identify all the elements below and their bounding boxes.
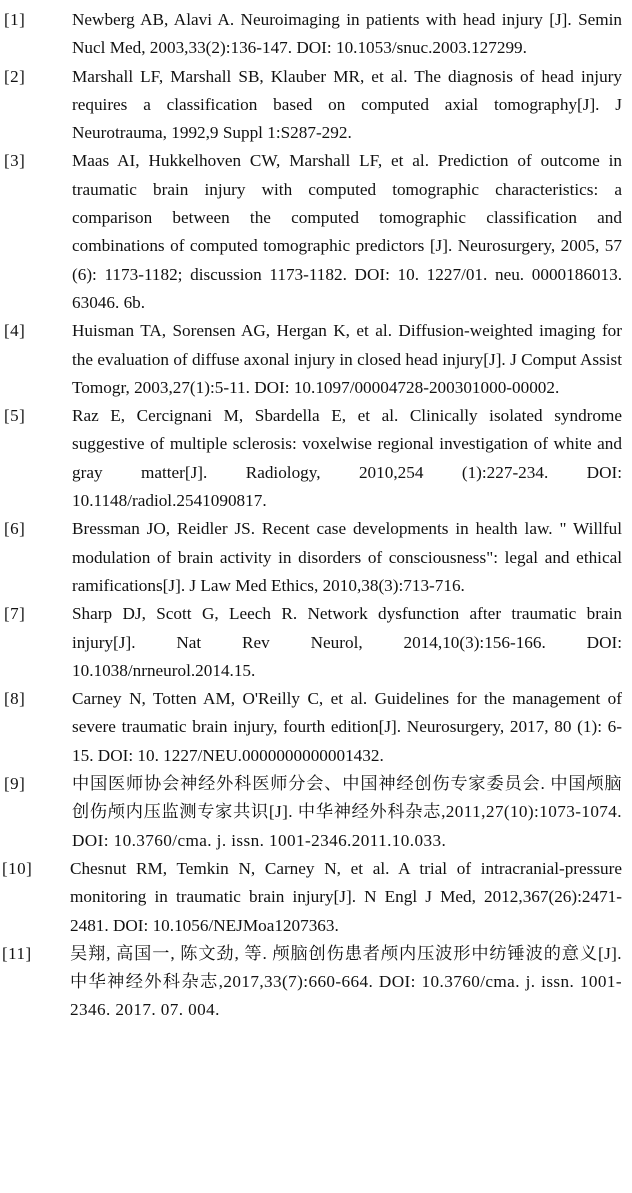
- reference-text: 吴翔, 高国一, 陈文劲, 等. 颅脑创伤患者颅内压波形中纺锤波的意义[J]. 中华神经外科杂志,2017,33(7):660-664. DOI: 10.3760/cma. j. issn. 1001-2346. 2017. 07. 004.: [70, 943, 622, 1020]
- reference-number: [4]: [4, 321, 26, 341]
- reference-text: Bressman JO, Reidler JS. Recent case developments in health law. " Willful modulation of brain activity in disorders of consciousness": legal and ethical ramifications[J]. J Law Med Ethics, 2010,38(3):713-716.: [72, 519, 622, 595]
- reference-number: [9]: [4, 774, 26, 794]
- reference-number: [10]: [2, 858, 33, 878]
- reference-item-3: [4, 147, 622, 317]
- reference-number: [11]: [2, 943, 32, 963]
- reference-text: Huisman TA, Sorensen AG, Hergan K, et al. Diffusion-weighted imaging for the evaluation of diffuse axonal injury in closed head injury[J]. J Comput Assist Tomogr, 2003,27(1):5-11. DOI: 10.1097/00004728-200301000-00002.: [72, 321, 622, 397]
- reference-number: [1]: [4, 10, 26, 29]
- reference-text: Carney N, Totten AM, O'Reilly C, et al. Guidelines for the management of severe traumatic brain injury, fourth edition[J]. Neurosurgery, 2017, 80 (1): 6-15. DOI: 10. 1227/NEU.0000000000001432.: [72, 689, 622, 765]
- reference-number: [6]: [4, 519, 26, 539]
- reference-text: Maas AI, Hukkelhoven CW, Marshall LF, et al. Prediction of outcome in traumatic brain injury with computed tomographic characteristics: a comparison between the computed tomographic classification and combinations of computed tomographic predictors [J]. Neurosurgery, 2005, 57 (6): 1173-1182; discussion 1173-1182. DOI: 10. 1227/01. neu. 0000186013. 63046. 6b.: [72, 151, 622, 312]
- reference-text: Newberg AB, Alavi A. Neuroimaging in patients with head injury [J]. Semin Nucl Med, 2003,33(2):136-147. DOI: 10.1053/snuc.2003.127299.: [72, 10, 622, 58]
- reference-item-7: [4, 600, 622, 685]
- reference-item-11: [4, 940, 622, 1025]
- reference-item-4: [4, 317, 622, 402]
- reference-number: [2]: [4, 66, 26, 86]
- reference-item-10: [4, 855, 622, 940]
- reference-item-2: [4, 63, 622, 148]
- reference-number: [3]: [4, 151, 26, 171]
- reference-number: [8]: [4, 689, 26, 709]
- reference-item-1: [4, 6, 622, 63]
- reference-text: Marshall LF, Marshall SB, Klauber MR, et al. The diagnosis of head injury requires a classification based on computed axial tomography[J]. J Neurotrauma, 1992,9 Suppl 1:S287-292.: [72, 66, 622, 143]
- reference-item-9: [4, 770, 622, 855]
- reference-text: Sharp DJ, Scott G, Leech R. Network dysfunction after traumatic brain injury[J]. Nat Rev Neurol, 2014,10(3):156-166. DOI: 10.1038/nrneurol.2014.15.: [72, 604, 622, 680]
- reference-number: [5]: [4, 406, 26, 426]
- reference-item-5: [4, 402, 622, 515]
- reference-item-6: [4, 515, 622, 600]
- reference-item-8: [4, 685, 622, 770]
- reference-text: 中国医师协会神经外科医师分会、中国神经创伤专家委员会. 中国颅脑创伤颅内压监测专家共识[J]. 中华神经外科杂志,2011,27(10):1073-1074. DOI: 10.3760/cma. j. issn. 1001-2346.2011.10.033.: [72, 774, 622, 850]
- reference-number: [7]: [4, 604, 26, 624]
- reference-text: Chesnut RM, Temkin N, Carney N, et al. A trial of intracranial-pressure monitoring in traumatic brain injury[J]. N Engl J Med, 2012,367(26):2471-2481. DOI: 10.1056/NEJMoa1207363.: [70, 858, 622, 935]
- reference-text: Raz E, Cercignani M, Sbardella E, et al. Clinically isolated syndrome suggestive of multiple sclerosis: voxelwise regional investigation of white and gray matter[J]. Radiology, 2010,254 (1):227-234. DOI: 10.1148/radiol.2541090817.: [72, 406, 622, 511]
